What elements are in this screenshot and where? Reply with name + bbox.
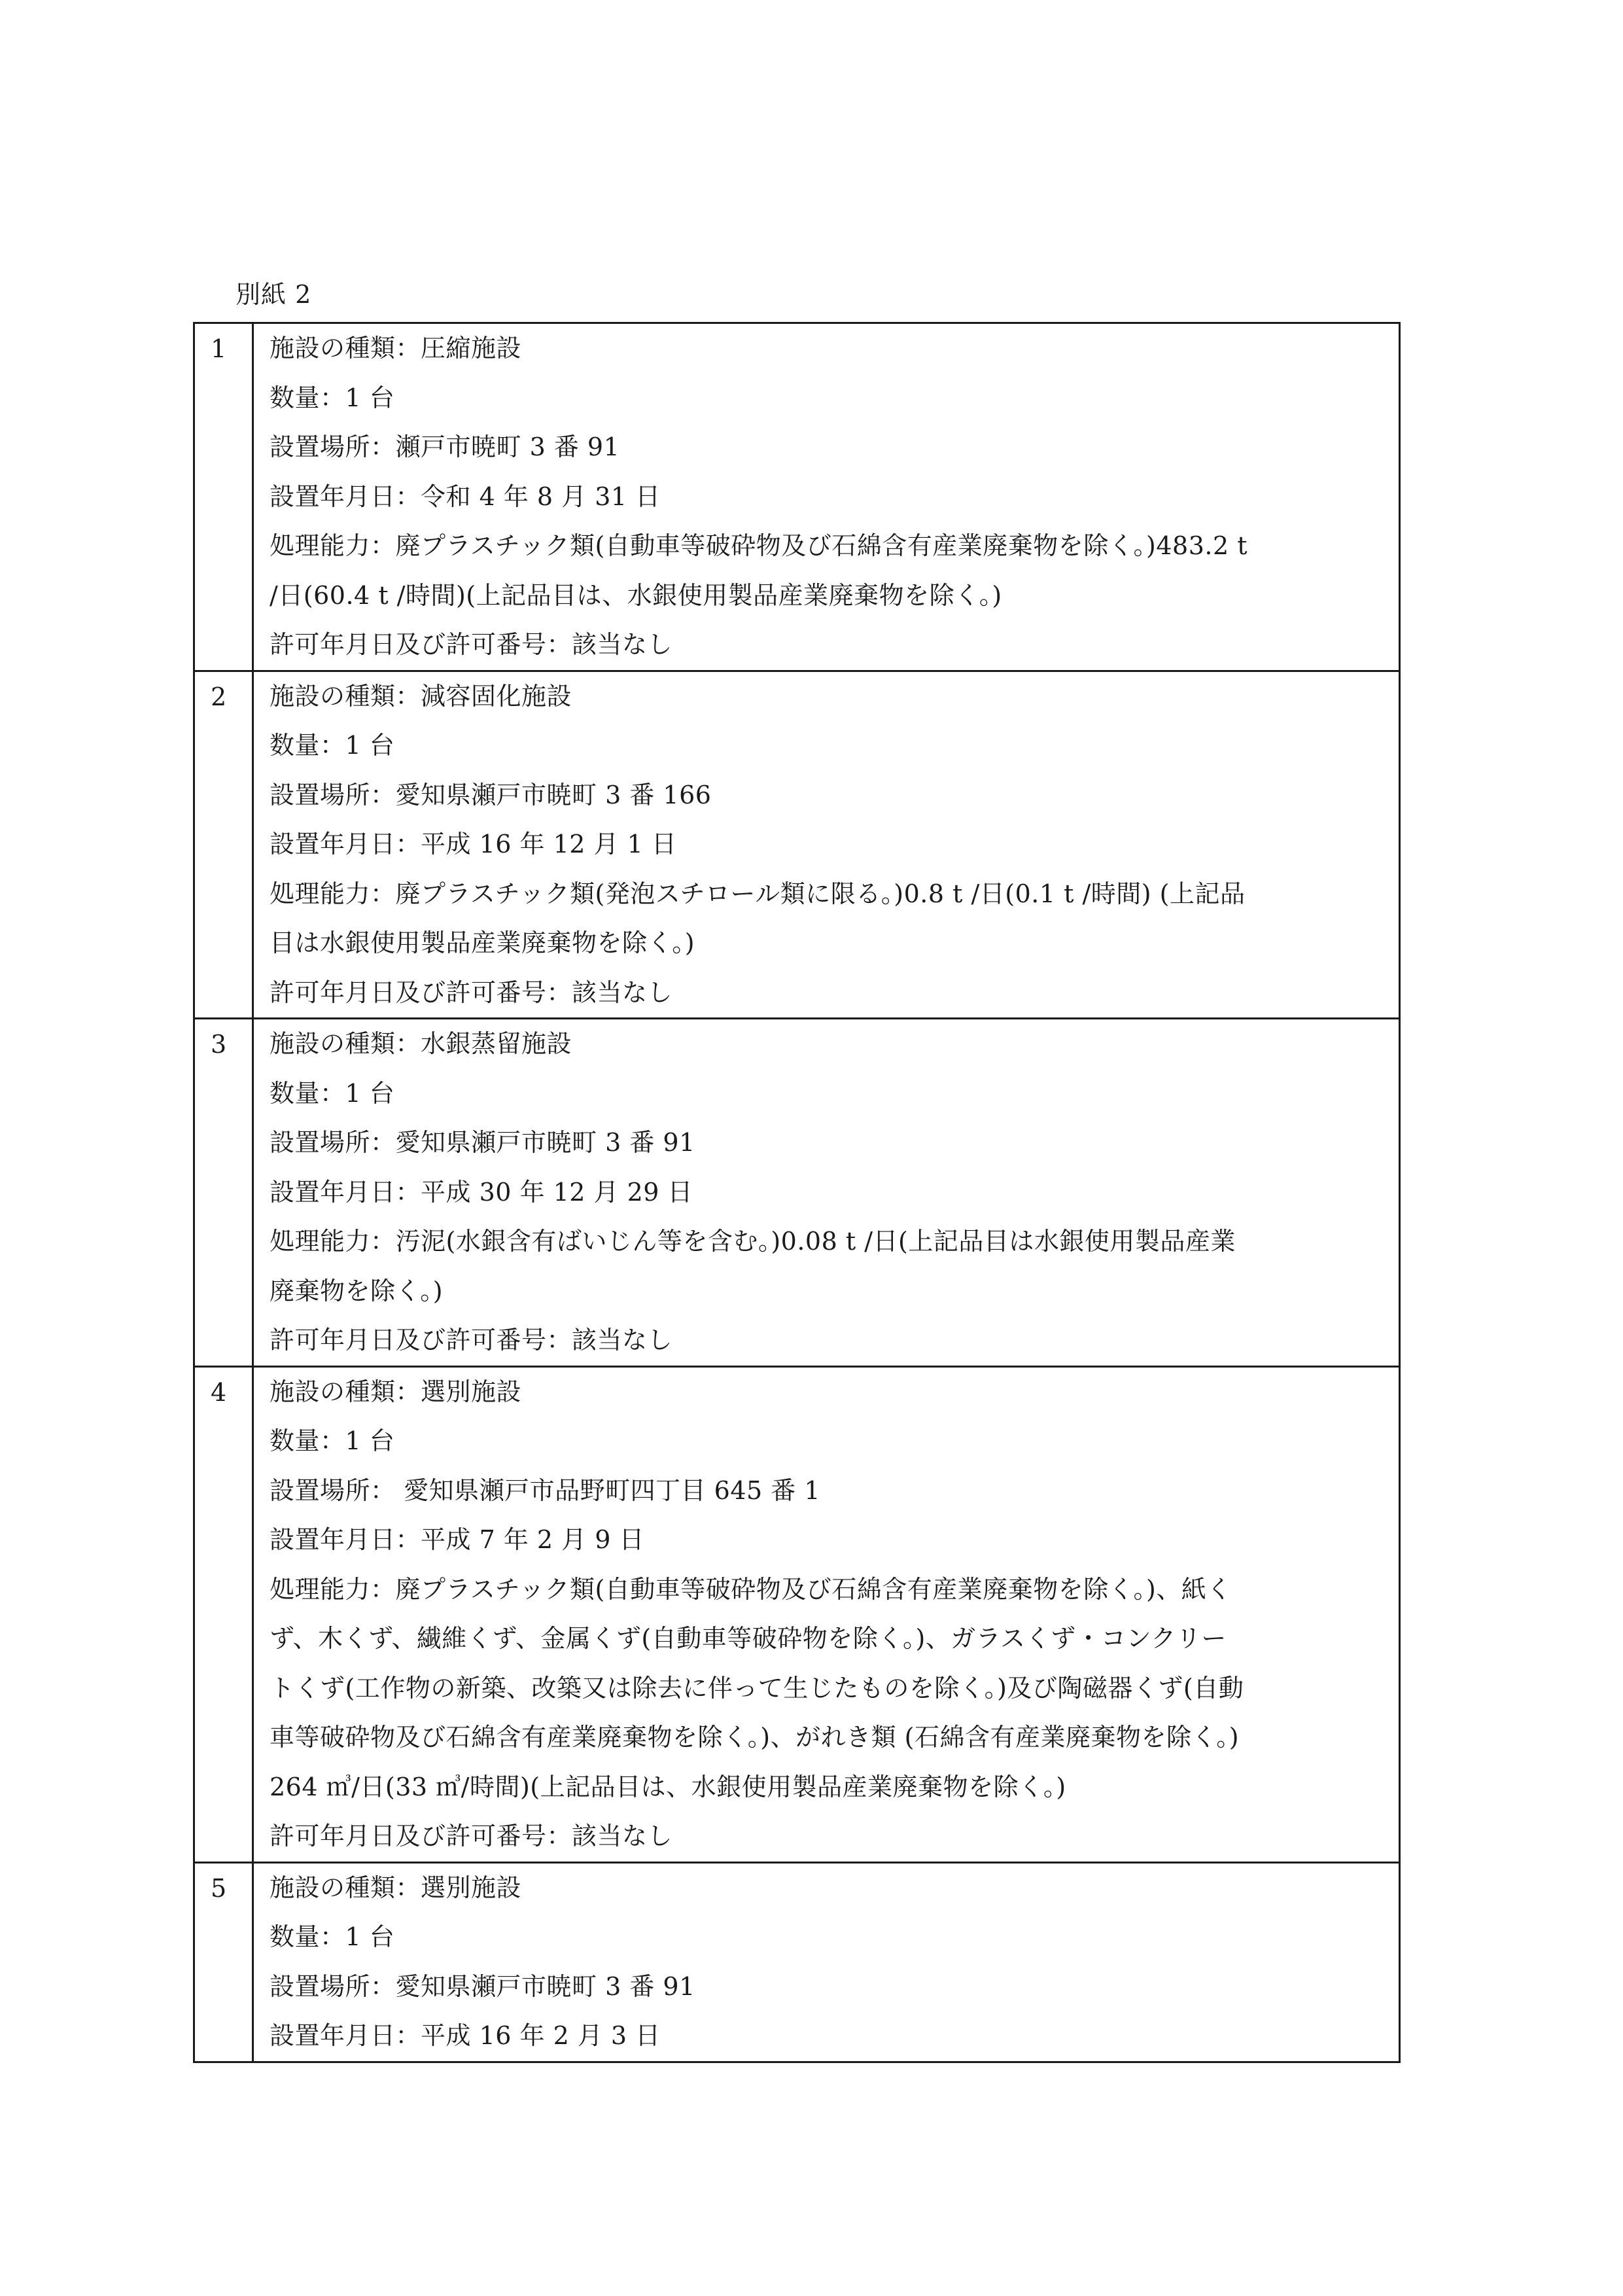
entry-number: 3	[194, 1019, 253, 1367]
location-line: 設置場所： 愛知県瀬戸市品野町四丁目 645 番 1	[270, 1475, 821, 1505]
capacity-line: トくず(工作物の新築、改築又は除去に伴って生じたものを除く。)及び陶磁器くず(自動	[270, 1673, 1244, 1703]
table-row	[194, 671, 1400, 1019]
location-line: 設置場所：愛知県瀬戸市暁町 3 番 166	[270, 780, 712, 809]
install-date-line: 設置年月日：平成 30 年 12 月 29 日	[270, 1177, 693, 1207]
quantity-line: 数量：1 台	[270, 1078, 395, 1108]
entry-details	[253, 671, 1400, 1019]
quantity-line: 数量：1 台	[270, 383, 395, 412]
capacity-line: 目は水銀使用製品産業廃棄物を除く。)	[270, 928, 695, 957]
facility-type-line: 施設の種類：水銀蒸留施設	[270, 1029, 572, 1058]
location-line: 設置場所：愛知県瀬戸市暁町 3 番 91	[270, 1128, 695, 1157]
capacity-line: 処理能力：廃プラスチック類(自動車等破砕物及び石綿含有産業廃棄物を除く。)483.2 t	[270, 531, 1248, 560]
facility-type-line: 施設の種類：減容固化施設	[270, 681, 572, 711]
document-label: 別紙 2	[236, 280, 312, 309]
entry-number: 4	[194, 1366, 253, 1862]
entry-number: 1	[194, 323, 253, 671]
facility-type-line: 施設の種類：選別施設	[270, 1873, 522, 1902]
quantity-line: 数量：1 台	[270, 1426, 395, 1455]
permit-line: 許可年月日及び許可番号：該当なし	[270, 978, 673, 1007]
install-date-line: 設置年月日：平成 7 年 2 月 9 日	[270, 1525, 645, 1554]
install-date-line: 設置年月日：平成 16 年 12 月 1 日	[270, 830, 677, 858]
quantity-line: 数量：1 台	[270, 731, 395, 760]
capacity-line: 処理能力：廃プラスチック類(自動車等破砕物及び石綿含有産業廃棄物を除く。)、紙く	[270, 1574, 1232, 1604]
capacity-line: /日(60.4 t /時間)(上記品目は、水銀使用製品産業廃棄物を除く。)	[270, 580, 1002, 610]
table-row	[194, 1019, 1400, 1367]
capacity-line: 264 ㎥/日(33 ㎥/時間)(上記品目は、水銀使用製品産業廃棄物を除く。)	[270, 1772, 1066, 1801]
entry-details	[253, 323, 1400, 671]
entry-details	[253, 1862, 1400, 2062]
permit-line: 許可年月日及び許可番号：該当なし	[270, 630, 673, 659]
entry-number: 5	[194, 1862, 253, 2062]
permit-line: 許可年月日及び許可番号：該当なし	[270, 1326, 673, 1354]
install-date-line: 設置年月日：平成 16 年 2 月 3 日	[270, 2021, 661, 2050]
capacity-line: 廃棄物を除く。)	[270, 1276, 444, 1305]
facility-table	[193, 322, 1401, 2063]
capacity-line: ず、木くず、繊維くず、金属くず(自動車等破砕物を除く。)、ガラスくず・コンクリー	[270, 1624, 1227, 1653]
capacity-line: 処理能力：汚泥(水銀含有ばいじん等を含む。)0.08 t /日(上記品目は水銀使用製品産業	[270, 1227, 1236, 1256]
quantity-line: 数量：1 台	[270, 1922, 395, 1951]
permit-line: 許可年月日及び許可番号：該当なし	[270, 1822, 673, 1850]
capacity-line: 車等破砕物及び石綿含有産業廃棄物を除く。)、がれき類 (石綿含有産業廃棄物を除く。)	[270, 1723, 1240, 1752]
facility-type-line: 施設の種類：選別施設	[270, 1377, 522, 1406]
capacity-line: 処理能力：廃プラスチック類(発泡スチロール類に限る。)0.8 t /日(0.1 t /時間) (上記品	[270, 879, 1246, 908]
table-row	[194, 1862, 1400, 2062]
facility-type-line: 施設の種類：圧縮施設	[270, 334, 522, 362]
location-line: 設置場所：瀬戸市暁町 3 番 91	[270, 433, 620, 461]
entry-details	[253, 1019, 1400, 1367]
table-row	[194, 1366, 1400, 1862]
entry-number: 2	[194, 671, 253, 1019]
entry-details	[253, 1366, 1400, 1862]
install-date-line: 設置年月日：令和 4 年 8 月 31 日	[270, 482, 661, 511]
location-line: 設置場所：愛知県瀬戸市暁町 3 番 91	[270, 1971, 695, 2001]
table-row	[194, 323, 1400, 671]
